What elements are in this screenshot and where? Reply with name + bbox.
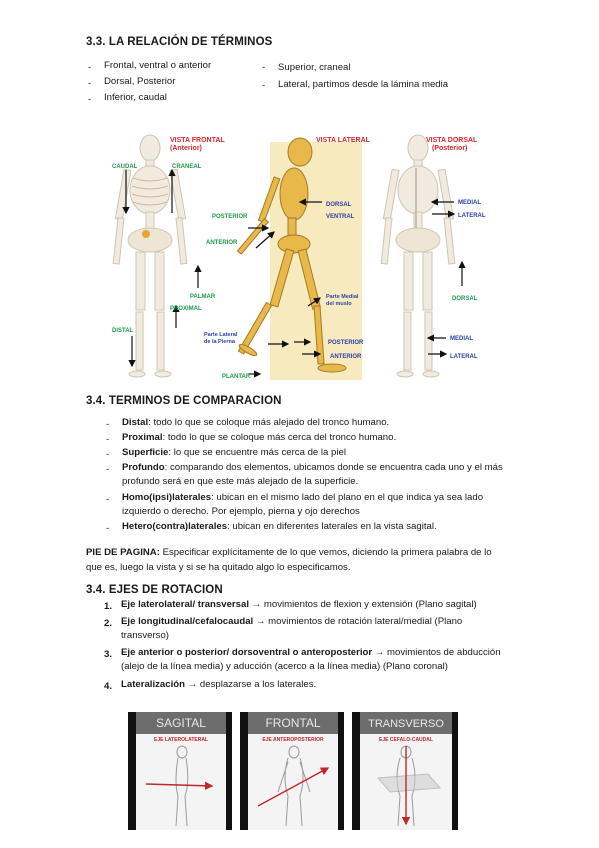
back-skeleton-image (381, 135, 455, 377)
label-medial-2: MEDIAL (450, 336, 473, 342)
front-view-subtitle: (Anterior) (170, 145, 202, 152)
label-posterior-2: POSTERIOR (328, 340, 364, 346)
bullet-dash: - (262, 80, 266, 91)
footer-note: PIE DE PAGINA: Especificar explícitamente de lo que vemos, diciendo la primera palabra de lo (86, 547, 492, 558)
label-lateral-pierna-1: Parte Lateral (204, 332, 238, 338)
list-number: 2. (104, 618, 113, 629)
label-distal: DISTAL (112, 328, 134, 334)
back-view-subtitle: (Posterior) (432, 145, 468, 152)
bullet-dash: - (262, 62, 266, 73)
list-item: Frontal, ventral o anterior (104, 60, 212, 71)
list-item: Hetero(contra)laterales: ubican en diferentes laterales en la vista sagital. (122, 521, 437, 532)
bullet-dash: - (106, 494, 110, 505)
list-item: Distal: todo lo que se coloque más alejado del tronco humano. (122, 417, 390, 428)
front-view-title: VISTA FRONTAL (170, 137, 225, 144)
frontal-title: FRONTAL (265, 716, 321, 730)
label-plantar: PLANTAR (222, 374, 251, 380)
label-craneal: CRANEAL (172, 164, 202, 170)
transverso-title: TRANSVERSO (368, 718, 444, 730)
list-item: Inferior, caudal (104, 92, 167, 103)
list-number: 4. (104, 681, 113, 692)
front-skeleton-image (113, 135, 187, 377)
section-title-comparacion: 3.4. TERMINOS DE COMPARACION (86, 395, 282, 407)
label-ventral: VENTRAL (326, 214, 355, 220)
numbered-item-cont: (alejo de la línea media) y aducción (acerco a la línea media) (Plano coronal) (121, 661, 448, 672)
label-medial-muslo-1: Parte Medial (326, 294, 359, 300)
label-lateral: LATERAL (458, 213, 486, 219)
list-item: Lateral, partimos desde la lámina media (278, 79, 449, 90)
list-item: Proximal: todo lo que se coloque más cerca del tronco humano. (122, 432, 397, 443)
numbered-item: Lateralización → desplazarse a los laterales. (121, 679, 317, 690)
bullet-dash: - (88, 94, 92, 105)
label-anterior: ANTERIOR (206, 240, 238, 246)
lateral-view-title: VISTA LATERAL (316, 137, 370, 144)
section-title-relacion: 3.3. LA RELACIÓN DE TÉRMINOS (86, 36, 273, 48)
numbered-item-cont: transverso) (121, 630, 169, 641)
label-dorsal: DORSAL (326, 202, 352, 208)
list-item: Superficie: lo que se encuentre más cerca de la piel (122, 447, 346, 458)
sagital-title: SAGITAL (156, 716, 206, 730)
frontal-panel (240, 712, 344, 830)
numbered-item: Eje longitudinal/cefalocaudal → movimientos de rotación lateral/medial (Plano (121, 616, 463, 627)
label-palmar: PALMAR (190, 294, 216, 300)
numbered-item: Eje anterior o posterior/ dorsoventral o anteroposterior → movimientos de abducción (121, 647, 501, 658)
list-item: Homo(ipsi)laterales: ubican en el mismo lado del plano en el que indica ya sea lado (122, 492, 484, 503)
label-lateral-pierna-2: de la Pierna (204, 339, 235, 345)
bullet-dash: - (106, 523, 110, 534)
back-view-title: VISTA DORSAL (426, 137, 478, 144)
bullet-dash: - (88, 78, 92, 89)
label-anterior-2: ANTERIOR (330, 354, 362, 360)
section-title-ejes: 3.4. EJES DE ROTACION (86, 584, 223, 596)
list-number: 1. (104, 601, 113, 612)
rotation-axes-figure (128, 712, 458, 830)
bullet-dash: - (106, 419, 110, 430)
transverso-panel (352, 712, 458, 830)
label-dorsal-back: DORSAL (452, 296, 478, 302)
sagital-subtitle: EJE LATEROLATERAL (154, 737, 208, 743)
list-item: Superior, craneal (278, 62, 351, 73)
footer-note-cont: que es, luego la vista y si se ha quitado algo lo especificamos. (86, 562, 351, 573)
label-posterior: POSTERIOR (212, 214, 248, 220)
list-item: Profundo: comparando dos elementos, ubicamos donde se encuentra cada uno y el más (122, 462, 503, 473)
sagital-panel (128, 712, 232, 830)
transverso-subtitle: EJE CEFALO-CAUDAL (379, 737, 433, 743)
bullet-dash: - (88, 62, 92, 73)
list-item: Dorsal, Posterior (104, 76, 176, 87)
label-medial-muslo-2: del muslo (326, 301, 352, 307)
list-item-cont: izquierdo o derecho. Por ejemplo, pierna y ojo derechos (122, 506, 360, 517)
label-caudal: CAUDAL (112, 164, 138, 170)
label-proximal: PROXIMAL (170, 306, 202, 312)
bullet-dash: - (106, 449, 110, 460)
anatomical-terms-figure (88, 118, 512, 388)
label-medial: MEDIAL (458, 200, 481, 206)
bullet-dash: - (106, 434, 110, 445)
list-number: 3. (104, 649, 113, 660)
numbered-item: Eje laterolateral/ transversal → movimientos de flexion y extensión (Plano sagital) (121, 599, 477, 610)
label-lateral-2: LATERAL (450, 354, 478, 360)
list-item-cont: profundo será en que este más alejado de la superficie. (122, 476, 359, 487)
bullet-dash: - (106, 464, 110, 475)
frontal-subtitle: EJE ANTEROPOSTERIOR (262, 737, 324, 743)
